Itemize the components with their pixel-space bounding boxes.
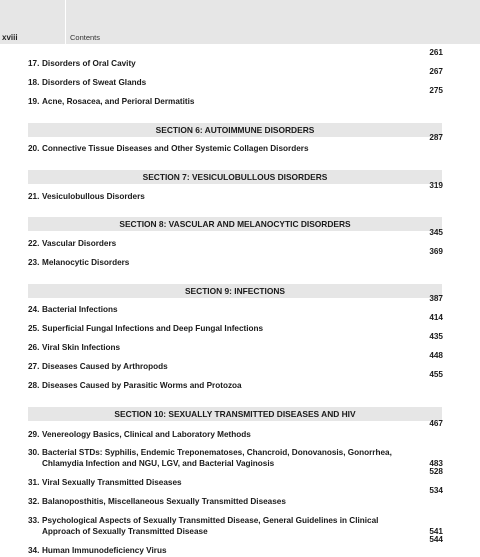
page-ref: 287 xyxy=(429,133,443,142)
chapter-title: Human Immunodeficiency Virus xyxy=(42,546,167,555)
chapter-title: Bacterial Infections xyxy=(42,305,118,314)
chapter-title: Diseases Caused by Arthropods xyxy=(42,362,168,371)
chapter-title: Vascular Disorders xyxy=(42,239,117,248)
section-heading-6: SECTION 6: AUTOIMMUNE DISORDERS xyxy=(28,123,442,137)
chapter-title: Vesiculobullous Disorders xyxy=(42,192,145,201)
chapter-number: 32. xyxy=(28,497,40,506)
section-heading-9: SECTION 9: INFECTIONS xyxy=(28,284,442,298)
chapter-title: Diseases Caused by Parasitic Worms and Protozoa xyxy=(42,381,242,390)
chapter-title: Disorders of Sweat Glands xyxy=(42,78,147,87)
page-ref: 319 xyxy=(429,181,443,190)
chapter-title: Viral Skin Infections xyxy=(42,343,121,352)
page-ref: 544 xyxy=(429,535,443,544)
page-ref: 369 xyxy=(429,247,443,256)
chapter-number: 21. xyxy=(28,192,40,201)
page-ref: 455 xyxy=(429,370,443,379)
section-heading-10: SECTION 10: SEXUALLY TRANSMITTED DISEASES AND HIV xyxy=(28,407,442,421)
chapter-number: 27. xyxy=(28,362,40,371)
chapter-number: 28. xyxy=(28,381,40,390)
page-number: xviii xyxy=(2,33,18,42)
chapter-number: 26. xyxy=(28,343,40,352)
chapter-number: 25. xyxy=(28,324,40,333)
section-heading-7: SECTION 7: VESICULOBULLOUS DISORDERS xyxy=(28,170,442,184)
chapter-number: 34. xyxy=(28,546,40,555)
chapter-number: 18. xyxy=(28,78,40,87)
page-ref: 541 xyxy=(429,527,443,536)
chapter-title: Balanoposthitis, Miscellaneous Sexually Transmitted Diseases xyxy=(42,497,286,506)
chapter-title: Psychological Aspects of Sexually Transmitted Disease, General Guidelines in Clinical Approach of Sexually Transmitted Disease xyxy=(42,516,379,536)
page-ref: 534 xyxy=(429,486,443,495)
page-ref: 435 xyxy=(429,332,443,341)
running-head: Contents xyxy=(70,33,101,42)
chapter-number: 30. xyxy=(28,448,40,457)
chapter-number: 23. xyxy=(28,258,40,267)
chapter-title: Acne, Rosacea, and Perioral Dermatitis xyxy=(42,97,195,106)
toc-entry-30[interactable] xyxy=(28,447,443,469)
page-ref: 467 xyxy=(429,419,443,428)
page-ref: 448 xyxy=(429,351,443,360)
page-ref: 387 xyxy=(429,294,443,303)
page-ref: 261 xyxy=(429,48,443,57)
chapter-number: 31. xyxy=(28,478,40,487)
chapter-number: 19. xyxy=(28,97,40,106)
page-ref: 267 xyxy=(429,67,443,76)
chapter-title: Venereology Basics, Clinical and Laboratory Methods xyxy=(42,430,251,439)
page-ref: 275 xyxy=(429,86,443,95)
page-ref: 528 xyxy=(429,467,443,476)
page-ref: 345 xyxy=(429,228,443,237)
chapter-number: 17. xyxy=(28,59,40,68)
section-heading-8: SECTION 8: VASCULAR AND MELANOCYTIC DISORDERS xyxy=(28,217,442,231)
chapter-number: 22. xyxy=(28,239,40,248)
page-ref: 414 xyxy=(429,313,443,322)
chapter-title: Disorders of Oral Cavity xyxy=(42,59,136,68)
chapter-number: 24. xyxy=(28,305,40,314)
chapter-title: Viral Sexually Transmitted Diseases xyxy=(42,478,182,487)
chapter-number: 33. xyxy=(28,516,40,525)
chapter-title: Superficial Fungal Infections and Deep Fungal Infections xyxy=(42,324,264,333)
chapter-number: 29. xyxy=(28,430,40,439)
chapter-title: Bacterial STDs: Syphilis, Endemic Treponematoses, Chancroid, Donovanosis, Gonorrhea, Chlamydia Infection and NGU, LGV, and Bacterial Vaginosis xyxy=(42,448,392,468)
chapter-number: 20. xyxy=(28,144,40,153)
page-ref: 483 xyxy=(429,459,443,468)
chapter-title: Melanocytic Disorders xyxy=(42,258,130,267)
chapter-title: Connective Tissue Diseases and Other Systemic Collagen Disorders xyxy=(42,144,309,153)
toc-entry-33[interactable] xyxy=(28,515,443,537)
